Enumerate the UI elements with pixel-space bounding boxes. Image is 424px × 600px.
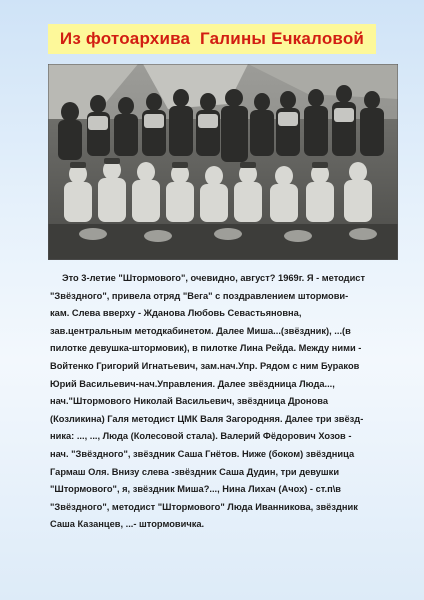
- caption-line: нач."Штормового Николай Васильевич, звёздница Дронова: [50, 396, 328, 407]
- caption-line: Гармаш Оля. Внизу слева -звёздник Саша Дудин, три девушки: [50, 466, 340, 477]
- page-title: Из фотоархива Галины Ечкаловой: [59, 29, 365, 48]
- caption-line: Это 3-летие "Штормового", очевидно, август? 1969г. Я - методист: [62, 273, 366, 283]
- caption-line: "Звёздного", привела отряд "Вега" с поздравлением штормови-: [50, 290, 349, 301]
- caption-line: Юрий Васильевич-нач.Управления. Далее звёздница Люда...,: [50, 378, 335, 389]
- caption-line: (Козликина) Галя методист ЦМК Валя Загородняя. Далее три звёзд-: [50, 413, 364, 424]
- caption-line: зав.центральным методкабинетом. Далее Миша...(звёздник), ...(в: [50, 325, 351, 336]
- caption-line: Войтенко Григорий Игнатьевич, зам.нач.Упр. Рядом с ним Бураков: [50, 360, 360, 371]
- caption-line: кам. Слева вверху - Жданова Любовь Севастьяновна,: [50, 308, 302, 319]
- caption-line: ника: ..., ..., Люда (Колесовой стала). Валерий Фёдорович Хозов -: [50, 431, 352, 442]
- caption-line: нач. "Звёздного", звёздник Саша Гнётов. Ниже (боком) звёздница: [50, 448, 355, 459]
- photo-caption: [50, 270, 390, 534]
- group-photo: [48, 64, 398, 260]
- caption-line: "Звёздного", методист "Штормового" Люда Иванникова, звёздник: [50, 501, 358, 512]
- caption-line: пилотке девушка-штормовик), в пилотке Лина Рейда. Между ними -: [50, 343, 362, 354]
- caption-line: Саша Казанцев, ...- штормовичка.: [50, 519, 205, 530]
- title-banner: [48, 24, 376, 54]
- group-photo-image: [48, 64, 398, 260]
- caption-line: "Штормового", я, звёздник Миша?..., Нина Лихач (Ачох) - ст.п\в: [50, 484, 341, 495]
